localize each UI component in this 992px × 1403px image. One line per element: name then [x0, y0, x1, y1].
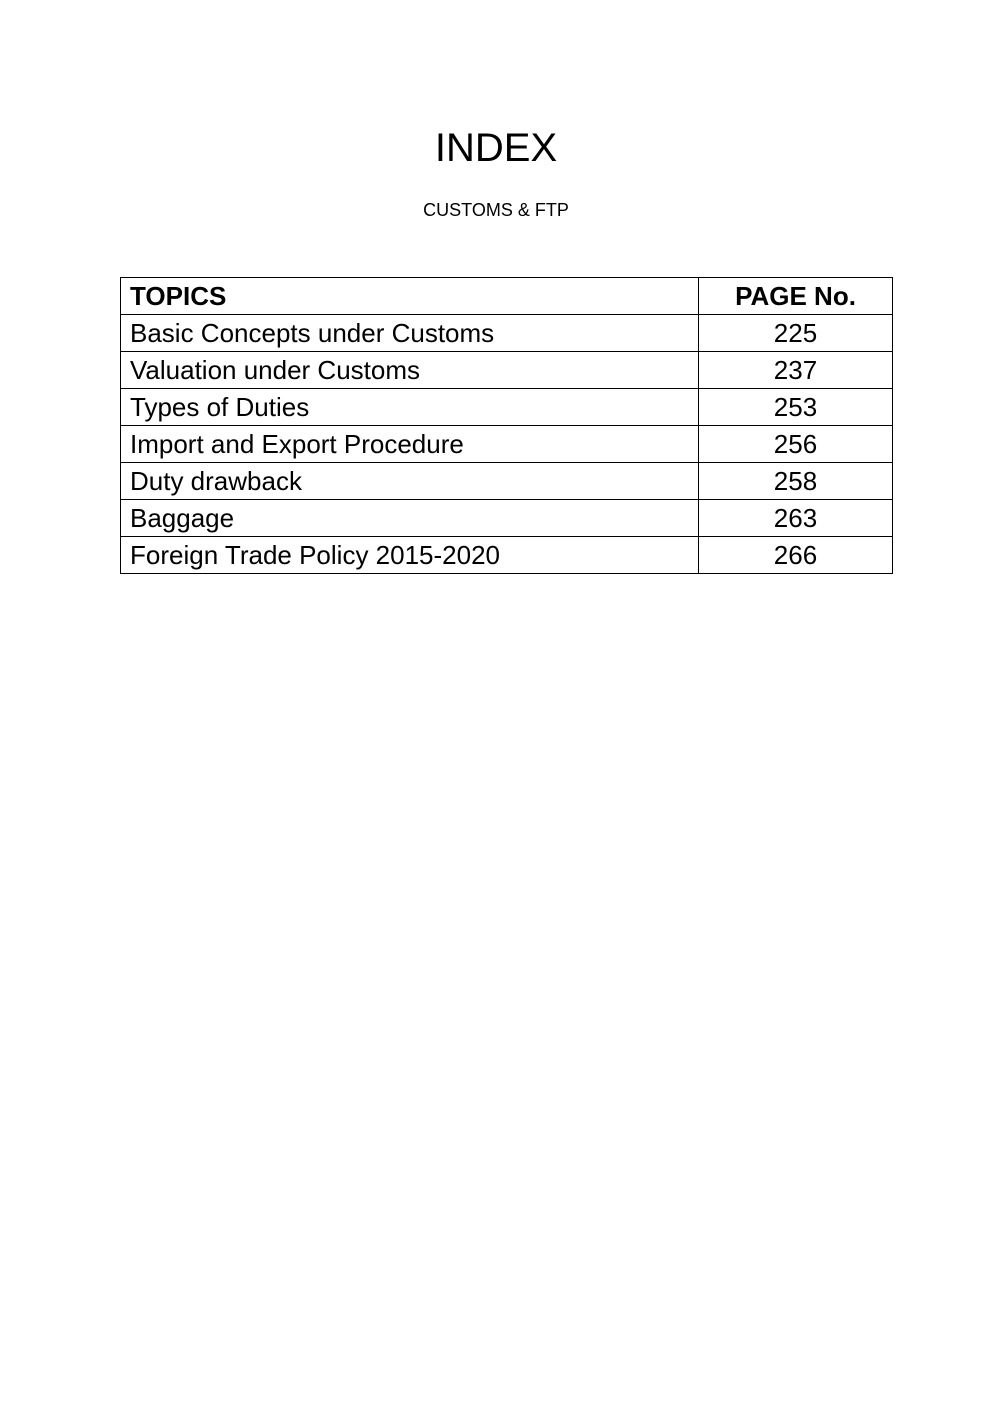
topic-cell: Duty drawback: [121, 463, 699, 500]
topic-cell: Foreign Trade Policy 2015-2020: [121, 537, 699, 574]
index-table: [120, 277, 893, 574]
table-row: [121, 463, 893, 500]
header-page-no: PAGE No.: [699, 278, 893, 315]
table-row: [121, 537, 893, 574]
topic-cell: Valuation under Customs: [121, 352, 699, 389]
page-cell: 263: [699, 500, 893, 537]
header-topics: TOPICS: [121, 278, 699, 315]
topic-cell: Basic Concepts under Customs: [121, 315, 699, 352]
page-cell: 225: [699, 315, 893, 352]
page-cell: 256: [699, 426, 893, 463]
topic-cell: Import and Export Procedure: [121, 426, 699, 463]
table-row: [121, 352, 893, 389]
table-row: [121, 500, 893, 537]
table-header-row: [121, 278, 893, 315]
page-subtitle: CUSTOMS & FTP: [423, 200, 569, 220]
table-row: [121, 315, 893, 352]
page-cell: 258: [699, 463, 893, 500]
page-cell: 253: [699, 389, 893, 426]
table-row: [121, 389, 893, 426]
page-cell: 237: [699, 352, 893, 389]
page-cell: 266: [699, 537, 893, 574]
topic-cell: Types of Duties: [121, 389, 699, 426]
topic-cell: Baggage: [121, 500, 699, 537]
table-row: [121, 426, 893, 463]
page-title: INDEX: [434, 126, 558, 170]
